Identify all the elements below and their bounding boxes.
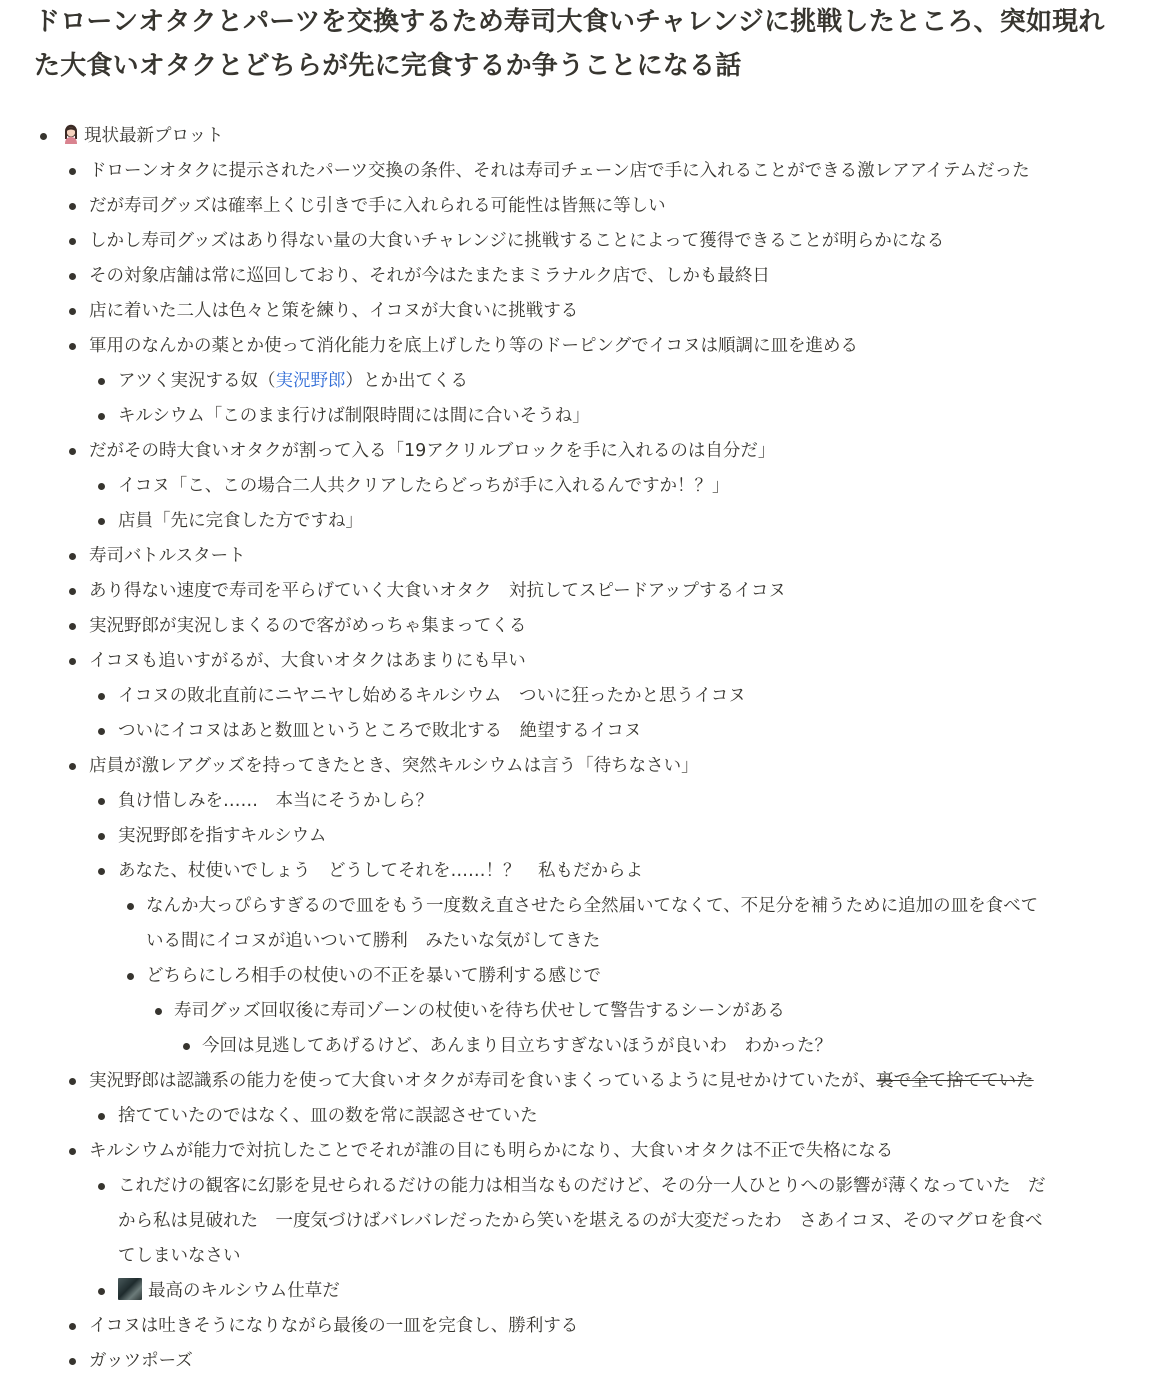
bullet-dot [98, 798, 105, 805]
bullet-dot [98, 518, 105, 525]
list-item: どちらにしろ相手の杖使いの不正を暴いて勝利する感じで [0, 959, 1156, 994]
list-item: あなた、杖使いでしょう どうしてそれを……！？ 私もだからよ [0, 854, 1156, 889]
list-item: だがその時大食いオタクが割って入る「19アクリルブロックを手に入れるのは自分だ」 [0, 434, 1156, 469]
bullet-dot [69, 308, 76, 315]
bullet-dot [69, 1078, 76, 1085]
list-item: なんか大っぴらすぎるので皿をもう一度数え直させたら全然届いてなくて、不足分を補うために追加の皿を食べて [0, 889, 1156, 924]
bullet-dot [69, 1148, 76, 1155]
bullet-dot [69, 1358, 76, 1365]
bullet-dot [69, 343, 76, 350]
bullet-dot [69, 168, 76, 175]
bullet-dot [98, 1288, 105, 1295]
bullet-dot [98, 728, 105, 735]
bullet-dot [69, 448, 76, 455]
list-item: イコヌは吐きそうになりながら最後の一皿を完食し、勝利する [0, 1309, 1156, 1344]
list-item: 寿司グッズ回収後に寿司ゾーンの杖使いを待ち伏せして警告するシーンがある [0, 994, 1156, 1029]
bullet-dot [155, 1008, 162, 1015]
list-item: 軍用のなんかの薬とか使って消化能力を底上げしたり等のドーピングでイコヌは順調に皿を進める [0, 329, 1156, 364]
list-item: キルシウムが能力で対抗したことでそれが誰の目にも明らかになり、大食いオタクは不正で失格になる [0, 1134, 1156, 1169]
list-item: 実況野郎が実況しまくるので客がめっちゃ集まってくる [0, 609, 1156, 644]
list-item: その対象店舗は常に巡回しており、それが今はたまたまミラナルク店で、しかも最終日 [0, 259, 1156, 294]
bullet-dot [127, 973, 134, 980]
bullet-dot [69, 1323, 76, 1330]
list-item: これだけの観客に幻影を見せられるだけの能力は相当なものだけど、その分一人ひとりへの影響が薄くなっていた だ [0, 1169, 1156, 1204]
list-item-root [0, 119, 1156, 154]
list-item: 実況野郎を指すキルシウム [0, 819, 1156, 854]
bullet-dot [98, 833, 105, 840]
list-item: しかし寿司グッズはあり得ない量の大食いチャレンジに挑戦することによって獲得できることが明らかになる [0, 224, 1156, 259]
bullet-dot [98, 413, 105, 420]
bullet-dot [98, 1183, 105, 1190]
jikkyo-yaro-link[interactable]: 実況野郎 [275, 371, 346, 391]
list-item: 負け惜しみを…… 本当にそうかしら？ [0, 784, 1156, 819]
list-item: キルシウム「このまま行けば制限時間には間に合いそうね」 [0, 399, 1156, 434]
list-item: 店員が激レアグッズを持ってきたとき、突然キルシウムは言う「待ちなさい」 [0, 749, 1156, 784]
bullet-dot [69, 238, 76, 245]
root-label: 現状最新プロット [84, 126, 224, 146]
list-item: ガッツポーズ [0, 1344, 1156, 1379]
list-item: イコヌの敗北直前にニヤニヤし始めるキルシウム ついに狂ったかと思うイコヌ [0, 679, 1156, 714]
list-item-continuation: いる間にイコヌが追いついて勝利 みたいな気がしてきた [146, 931, 601, 951]
list-item: 最高のキルシウム仕草だ [0, 1274, 1156, 1309]
bullet-dot [40, 133, 47, 140]
list-item: アツく実況する奴（実況野郎）とか出てくる [0, 364, 1156, 399]
bullet-dot [98, 1113, 105, 1120]
bullet-dot [183, 1043, 190, 1050]
list-item: 実況野郎は認識系の能力を使って大食いオタクが寿司を食いまくっているように見せかけていたが、裏で全て捨てていた [0, 1064, 1156, 1099]
bullet-dot [98, 693, 105, 700]
list-item: あり得ない速度で寿司を平らげていく大食いオタク 対抗してスピードアップするイコヌ [0, 574, 1156, 609]
list-item: 店員「先に完食した方ですね」 [0, 504, 1156, 539]
list-item-continuation: から私は見破れた 一度気づけばバレバレだったから笑いを堪えるのが大変だったわ さあイコヌ、そのマグロを食べ [118, 1211, 1043, 1231]
page-title: ドローンオタクとパーツを交換するため寿司大食いチャレンジに挑戦したところ、突如現れた大食いオタクとどちらが先に完食するか争うことになる話 [34, 7, 1105, 81]
bullet-dot [69, 658, 76, 665]
bullet-dot [69, 203, 76, 210]
list-item: イコヌも追いすがるが、大食いオタクはあまりにも早い [0, 644, 1156, 679]
list-item-continuation: てしまいなさい [118, 1246, 241, 1266]
list-item: イコヌ「こ、この場合二人共クリアしたらどっちが手に入れるんですか！？」 [0, 469, 1156, 504]
list-item: 今回は見逃してあげるけど、あんまり目立ちすぎないほうが良いわ わかった？ [0, 1029, 1156, 1064]
bullet-dot [69, 763, 76, 770]
list-item: だが寿司グッズは確率上くじ引きで手に入れられる可能性は皆無に等しい [0, 189, 1156, 224]
list-item: 店に着いた二人は色々と策を練り、イコヌが大食いに挑戦する [0, 294, 1156, 329]
bullet-dot [69, 553, 76, 560]
bullet-dot [98, 378, 105, 385]
bullet-dot [69, 588, 76, 595]
list-item: ついにイコヌはあと数皿というところで敗北する 絶望するイコヌ [0, 714, 1156, 749]
bullet-dot [98, 483, 105, 490]
reaction-image-icon [118, 1278, 142, 1300]
bullet-dot [127, 903, 134, 910]
list-item: 捨てていたのではなく、皿の数を常に誤認させていた [0, 1099, 1156, 1134]
bullet-dot [69, 273, 76, 280]
list-item: 寿司バトルスタート [0, 539, 1156, 574]
list-item: ドローンオタクに提示されたパーツ交換の条件、それは寿司チェーン店で手に入れることができる激レアアイテムだった [0, 154, 1156, 189]
bullet-dot [98, 868, 105, 875]
struck-text: 裏で全て捨てていた [876, 1071, 1034, 1091]
woman-emoji-icon [62, 124, 80, 144]
bullet-dot [69, 623, 76, 630]
